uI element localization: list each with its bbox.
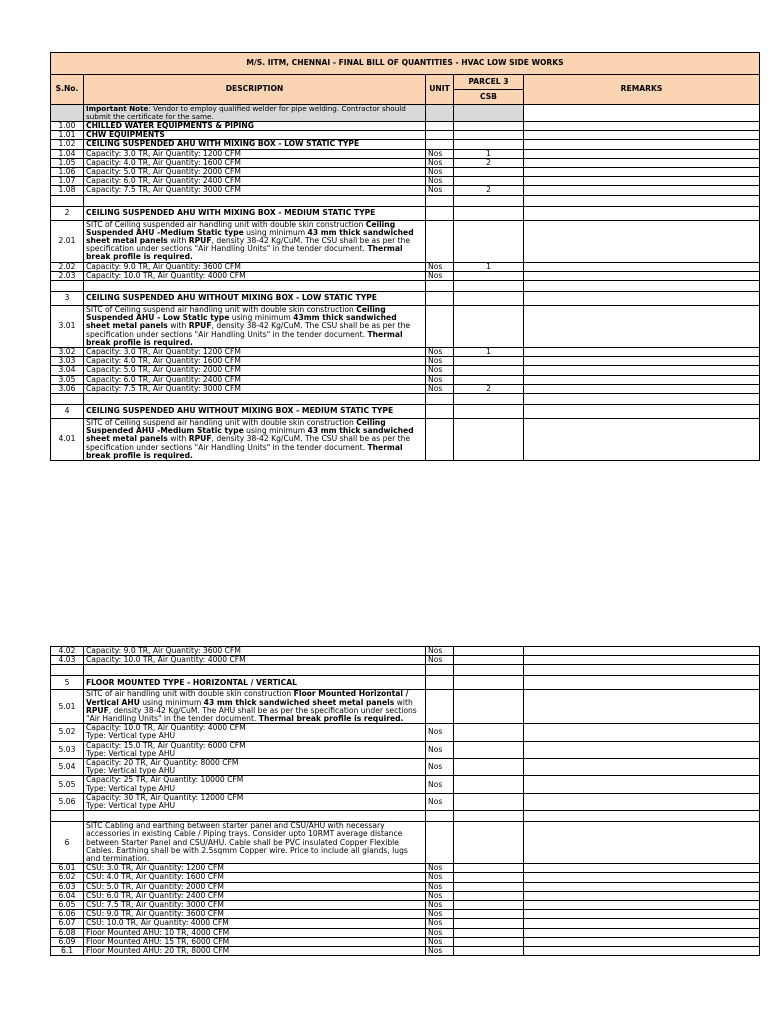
item-unit: Nos (426, 262, 454, 271)
item-remarks (524, 741, 760, 758)
item-remarks (524, 158, 760, 167)
section-heading-row (51, 676, 760, 690)
col-header-sno: S.No. (51, 75, 84, 105)
item-unit: Nos (426, 928, 454, 937)
item-unit: Nos (426, 158, 454, 167)
item-capacity: Capacity: 25 TR, Air Quantity: 10000 CFM (86, 775, 244, 785)
item-remarks (524, 375, 760, 384)
item-sno: 1.01 (51, 131, 84, 140)
page-title: M/S. IITM, CHENNAI - FINAL BILL OF QUANTITIES - HVAC LOW SIDE WORKS (51, 53, 760, 75)
item-description: Capacity: 7.5 TR, Air Quantity: 3000 CFM (84, 186, 426, 195)
item-description: Capacity: 5.0 TR, Air Quantity: 2000 CFM (84, 168, 426, 177)
item-description: CSU: 4.0 TR, Air Quantity: 1600 CFM (84, 873, 426, 882)
item-remarks (524, 937, 760, 946)
item-remarks (524, 873, 760, 882)
item-qty (454, 864, 524, 873)
item-description (84, 776, 426, 793)
item-description: CSU: 7.5 TR, Air Quantity: 3000 CFM (84, 901, 426, 910)
spec-text: using minimum (243, 227, 308, 237)
spec-emphasis: Ceiling Suspended AHU -Medium Static type (86, 418, 386, 436)
item-sno: 1.04 (51, 149, 84, 158)
spec-emphasis: 43 mm thick sandwiched sheet metal panels (86, 227, 414, 246)
item-qty (454, 366, 524, 375)
item-description (84, 724, 426, 741)
item-sno: 5.02 (51, 724, 84, 741)
item-unit: Nos (426, 384, 454, 393)
item-remarks (524, 271, 760, 280)
item-unit: Nos (426, 919, 454, 928)
item-description: Capacity: 6.0 TR, Air Quantity: 2400 CFM (84, 375, 426, 384)
item-qty: 2 (454, 384, 524, 393)
item-sno: 6.1 (51, 947, 84, 956)
item-qty (454, 724, 524, 741)
item-description: Capacity: 3.0 TR, Air Quantity: 1200 CFM (84, 348, 426, 357)
table-row (51, 271, 760, 280)
table-row (51, 149, 760, 158)
spec-sno: 2.01 (51, 220, 84, 262)
table-row (51, 647, 760, 656)
item-unit: Nos (426, 759, 454, 776)
section-heading: CEILING SUSPENDED AHU WITHOUT MIXING BOX - LOW STATIC TYPE (84, 292, 426, 306)
item-unit: Nos (426, 656, 454, 665)
item-unit: Nos (426, 186, 454, 195)
col-header-unit: UNIT (426, 75, 454, 105)
section-3 (51, 292, 760, 405)
item-unit: Nos (426, 357, 454, 366)
item-unit: Nos (426, 724, 454, 741)
item-unit: Nos (426, 793, 454, 810)
item-qty: 1 (454, 262, 524, 271)
table-row (51, 131, 760, 140)
item-description: Floor Mounted AHU: 20 TR, 8000 CFM (84, 947, 426, 956)
item-unit: Nos (426, 348, 454, 357)
table-row (51, 357, 760, 366)
spec-text: SITC of Ceiling suspend air handling unit with double skin construction (86, 305, 357, 315)
item-unit: Nos (426, 168, 454, 177)
item-qty (454, 793, 524, 810)
item-description: Capacity: 10.0 TR, Air Quantity: 4000 CFM (84, 271, 426, 280)
item-description: Capacity: 7.5 TR, Air Quantity: 3000 CFM (84, 384, 426, 393)
item-description: CHILLED WATER EQUIPMENTS & PIPING (84, 122, 426, 131)
item-qty (454, 741, 524, 758)
title-row (51, 53, 760, 75)
item-unit: Nos (426, 910, 454, 919)
spec-text: SITC of Ceiling suspended air handling unit with double skin construction (86, 220, 366, 229)
item-unit: Nos (426, 864, 454, 873)
specification-row (51, 220, 760, 262)
important-note-row (51, 105, 760, 122)
section-heading: CEILING SUSPENDED AHU WITHOUT MIXING BOX - MEDIUM STATIC TYPE (84, 405, 426, 419)
item-qty (454, 910, 524, 919)
table-row (51, 384, 760, 393)
item-unit: Nos (426, 366, 454, 375)
section-sno: 3 (51, 292, 84, 306)
item-unit: Nos (426, 776, 454, 793)
spec-description (84, 220, 426, 262)
spec-sno: 3.01 (51, 306, 84, 348)
spec-text: SITC of air handling unit with double skin construction (86, 689, 294, 699)
item-description: CSU: 9.0 TR, Air Quantity: 3600 CFM (84, 910, 426, 919)
spec-emphasis: 43 mm thick sandwiched sheet metal panels (203, 697, 395, 707)
item-unit: Nos (426, 882, 454, 891)
spec-text: SITC of Ceiling suspend air handling unit with double skin construction (86, 418, 357, 428)
item-remarks (524, 928, 760, 937)
item-sno: 6.05 (51, 901, 84, 910)
item-remarks (524, 919, 760, 928)
section-6 (51, 822, 760, 956)
item-qty: 1 (454, 149, 524, 158)
item-qty: 2 (454, 158, 524, 167)
item-description: Capacity: 3.0 TR, Air Quantity: 1200 CFM (84, 149, 426, 158)
item-unit: Nos (426, 741, 454, 758)
spec-text: , density 38-42 Kg/CuM. The CSU shall be as per the specification under sections "Air Handling Units" in the tender document. (86, 434, 411, 452)
section-heading-row (51, 206, 760, 220)
item-sno: 6.09 (51, 937, 84, 946)
item-remarks (524, 776, 760, 793)
item-sno: 1.00 (51, 122, 84, 131)
item-remarks (524, 882, 760, 891)
item-sno: 1.08 (51, 186, 84, 195)
spec-text: with (167, 321, 189, 331)
item-qty (454, 656, 524, 665)
item-qty (454, 131, 524, 140)
item-capacity: Capacity: 10.0 TR, Air Quantity: 4000 CFM (86, 723, 246, 733)
table-row (51, 741, 760, 758)
item-unit: Nos (426, 271, 454, 280)
item-description: Capacity: 4.0 TR, Air Quantity: 1600 CFM (84, 357, 426, 366)
spec-text: with (167, 434, 189, 444)
section-sno: 4 (51, 405, 84, 419)
table-row (51, 724, 760, 741)
item-unit: Nos (426, 891, 454, 900)
item-qty (454, 647, 524, 656)
item-remarks (524, 891, 760, 900)
item-qty: 1 (454, 348, 524, 357)
item-sno: 3.02 (51, 348, 84, 357)
item-description: CHW EQUIPMENTS (84, 131, 426, 140)
item-type: Type: Vertical type AHU (86, 748, 176, 758)
item-remarks (524, 947, 760, 956)
spacer-row (51, 281, 760, 292)
item-description: Capacity: 6.0 TR, Air Quantity: 2400 CFM (84, 177, 426, 186)
spacer-row (51, 811, 760, 822)
item-remarks (524, 357, 760, 366)
item-description: Capacity: 9.0 TR, Air Quantity: 3600 CFM (84, 262, 426, 271)
item-remarks (524, 384, 760, 393)
item-qty (454, 882, 524, 891)
spec-sno: 6 (51, 822, 84, 864)
item-qty (454, 122, 524, 131)
section-sno: 2 (51, 206, 84, 220)
table-row (51, 882, 760, 891)
item-sno: 6.08 (51, 928, 84, 937)
table-row (51, 158, 760, 167)
item-qty (454, 375, 524, 384)
item-remarks (524, 864, 760, 873)
item-type: Type: Vertical type AHU (86, 783, 176, 793)
table-row (51, 759, 760, 776)
item-description (84, 741, 426, 758)
specification-row (51, 419, 760, 461)
section-5 (51, 676, 760, 822)
item-description: Capacity: 5.0 TR, Air Quantity: 2000 CFM (84, 366, 426, 375)
item-sno: 6.03 (51, 882, 84, 891)
spec-emphasis: Floor Mounted Horizontal / Vertical AHU (86, 689, 409, 707)
item-description: Floor Mounted AHU: 15 TR, 6000 CFM (84, 937, 426, 946)
item-unit: Nos (426, 177, 454, 186)
spec-description (84, 690, 426, 724)
item-qty (454, 168, 524, 177)
item-sno: 1.06 (51, 168, 84, 177)
table-row (51, 891, 760, 900)
item-qty (454, 140, 524, 149)
col-header-description: DESCRIPTION (84, 75, 426, 105)
item-description: CSU: 6.0 TR, Air Quantity: 2400 CFM (84, 891, 426, 900)
item-unit (426, 131, 454, 140)
item-unit: Nos (426, 901, 454, 910)
item-remarks (524, 910, 760, 919)
spec-emphasis: 43mm thick sandwiched sheet metal panels (86, 313, 397, 331)
table-row (51, 366, 760, 375)
table-row (51, 262, 760, 271)
spec-emphasis: RPUF (188, 321, 212, 331)
item-qty (454, 873, 524, 882)
item-description: Floor Mounted AHU: 10 TR, 4000 CFM (84, 928, 426, 937)
section-sno: 5 (51, 676, 84, 690)
item-sno: 6.02 (51, 873, 84, 882)
item-type: Type: Vertical type AHU (86, 801, 176, 811)
col-header-parcel: PARCEL 3 (454, 75, 524, 90)
spec-emphasis: RPUF (86, 705, 109, 715)
item-sno: 5.04 (51, 759, 84, 776)
item-remarks (524, 901, 760, 910)
table-row (51, 928, 760, 937)
item-qty (454, 776, 524, 793)
item-remarks (524, 647, 760, 656)
section-1-rows (51, 122, 760, 207)
spec-sno: 4.01 (51, 419, 84, 461)
item-description: Capacity: 10.0 TR, Air Quantity: 4000 CFM (84, 656, 426, 665)
item-qty (454, 947, 524, 956)
table-row (51, 947, 760, 956)
item-type: Type: Vertical type AHU (86, 731, 176, 741)
item-remarks (524, 122, 760, 131)
item-remarks (524, 348, 760, 357)
spec-description (84, 306, 426, 348)
item-sno: 2.03 (51, 271, 84, 280)
boq-table-page-1 (50, 52, 760, 461)
specification-row (51, 822, 760, 864)
table-row (51, 937, 760, 946)
item-qty (454, 357, 524, 366)
item-sno: 4.02 (51, 647, 84, 656)
spec-text: , density 38-42 Kg/CuM. The CSU shall be as per the specification under sections "Air Handling Units" in the tender document. (86, 321, 411, 339)
item-sno: 2.02 (51, 262, 84, 271)
item-qty (454, 891, 524, 900)
item-sno: 3.06 (51, 384, 84, 393)
spec-description: SITC Cabling and earthing between starter panel and CSU/AHU with necessary accessories in existing Cable / Piping trays. Consider upto 10RMT average distance between Starter Panel and CSU/AHU. Cable shall be PVC insulated Copper Flexible Cables. Earthing shall be with 2.5sqmm Copper wire. Price to include all glands, lugs and termination. (84, 822, 426, 864)
item-qty: 2 (454, 186, 524, 195)
spec-emphasis: Thermal break profile is required. (86, 244, 403, 262)
item-capacity: Capacity: 30 TR, Air Quantity: 12000 CFM (86, 793, 244, 802)
col-header-csb: CSB (454, 90, 524, 105)
section-2 (51, 206, 760, 291)
item-remarks (524, 262, 760, 271)
spec-emphasis: Ceiling Suspended AHU - Low Static type (86, 305, 386, 323)
item-capacity: Capacity: 15.0 TR, Air Quantity: 6000 CFM (86, 741, 246, 750)
table-row (51, 656, 760, 665)
section-4 (51, 405, 760, 461)
item-sno: 5.05 (51, 776, 84, 793)
item-qty (454, 271, 524, 280)
specification-row (51, 690, 760, 724)
item-unit: Nos (426, 937, 454, 946)
item-description: CSU: 5.0 TR, Air Quantity: 2000 CFM (84, 882, 426, 891)
item-remarks (524, 759, 760, 776)
item-sno: 6.04 (51, 891, 84, 900)
spec-sno: 5.01 (51, 690, 84, 724)
item-description (84, 793, 426, 810)
spec-emphasis: 43 mm thick sandwiched sheet metal panels (86, 426, 414, 444)
item-qty (454, 177, 524, 186)
item-sno: 6.07 (51, 919, 84, 928)
header-row (51, 75, 760, 90)
spec-emphasis: RPUF (188, 236, 212, 246)
item-capacity: Capacity: 20 TR, Air Quantity: 8000 CFM (86, 758, 239, 768)
table-row (51, 919, 760, 928)
important-note-label: Important Note (86, 104, 149, 113)
item-qty (454, 759, 524, 776)
table-row (51, 168, 760, 177)
item-qty (454, 919, 524, 928)
table-row (51, 177, 760, 186)
spec-emphasis: RPUF (188, 434, 212, 444)
item-remarks (524, 140, 760, 149)
table-row (51, 864, 760, 873)
table-row (51, 873, 760, 882)
table-row (51, 910, 760, 919)
spec-text: using minimum (139, 697, 204, 707)
item-sno: 1.02 (51, 140, 84, 149)
item-type: Type: Vertical type AHU (86, 766, 176, 776)
item-description: CSU: 3.0 TR, Air Quantity: 1200 CFM (84, 864, 426, 873)
section-heading-row (51, 405, 760, 419)
item-remarks (524, 149, 760, 158)
spacer-row (51, 665, 760, 676)
item-sno: 1.05 (51, 158, 84, 167)
item-remarks (524, 168, 760, 177)
item-description: CEILING SUSPENDED AHU WITH MIXING BOX - LOW STATIC TYPE (84, 140, 426, 149)
item-unit (426, 122, 454, 131)
section-heading-row (51, 292, 760, 306)
spec-emphasis: Thermal break profile is required. (258, 714, 404, 724)
item-qty (454, 928, 524, 937)
item-sno: 3.04 (51, 366, 84, 375)
item-description (84, 759, 426, 776)
item-sno: 5.03 (51, 741, 84, 758)
spec-emphasis: Ceiling Suspended AHU -Medium Static type (86, 220, 396, 237)
item-remarks (524, 724, 760, 741)
section-heading: FLOOR MOUNTED TYPE - HORIZONTAL / VERTICAL (84, 676, 426, 690)
table-row (51, 122, 760, 131)
item-remarks (524, 177, 760, 186)
table-row (51, 348, 760, 357)
specification-row (51, 306, 760, 348)
section-heading: CEILING SUSPENDED AHU WITH MIXING BOX - MEDIUM STATIC TYPE (84, 206, 426, 220)
spec-text: with (394, 697, 413, 707)
item-unit (426, 140, 454, 149)
item-description: Capacity: 9.0 TR, Air Quantity: 3600 CFM (84, 647, 426, 656)
item-description: CSU: 10.0 TR, Air Quantity: 4000 CFM (84, 919, 426, 928)
spec-emphasis: Thermal break profile is required. (86, 329, 403, 347)
important-note (84, 105, 426, 122)
item-unit: Nos (426, 947, 454, 956)
item-sno: 3.05 (51, 375, 84, 384)
item-remarks (524, 186, 760, 195)
spec-text: , density 38-42 Kg/CuM. The AHU shall be as per the specification under sections "Air Handling Units" in the tender document. (86, 705, 417, 724)
item-unit: Nos (426, 647, 454, 656)
item-remarks (524, 656, 760, 665)
spec-description (84, 419, 426, 461)
item-sno: 6.06 (51, 910, 84, 919)
table-row (51, 793, 760, 810)
item-qty (454, 901, 524, 910)
table-row (51, 901, 760, 910)
item-unit: Nos (426, 873, 454, 882)
spacer-row (51, 195, 760, 206)
item-unit: Nos (426, 149, 454, 158)
col-header-remarks: REMARKS (524, 75, 760, 105)
table-row (51, 140, 760, 149)
item-qty (454, 937, 524, 946)
spec-text: , density 38-42 Kg/CuM. The CSU shall be as per the specification under sections "Air Handling Units" in the tender document. (86, 236, 411, 254)
important-note-text: : Vendor to employ qualified welder for pipe welding. Contractor should submit the certificate for the same. (86, 104, 406, 121)
boq-table-page-2 (50, 646, 760, 956)
item-sno: 6.01 (51, 864, 84, 873)
table-row (51, 776, 760, 793)
item-unit: Nos (426, 375, 454, 384)
table-row (51, 186, 760, 195)
item-sno: 5.06 (51, 793, 84, 810)
item-remarks (524, 131, 760, 140)
item-sno: 3.03 (51, 357, 84, 366)
spec-text: using minimum (243, 426, 308, 436)
item-description: Capacity: 4.0 TR, Air Quantity: 1600 CFM (84, 158, 426, 167)
spec-emphasis: Thermal break profile is required. (86, 442, 403, 460)
table-row (51, 375, 760, 384)
item-remarks (524, 366, 760, 375)
item-sno: 1.07 (51, 177, 84, 186)
item-sno: 4.03 (51, 656, 84, 665)
spec-text: with (167, 236, 189, 246)
spec-text: using minimum (229, 313, 294, 323)
spacer-row (51, 394, 760, 405)
item-remarks (524, 793, 760, 810)
section-4-continued (51, 647, 760, 676)
